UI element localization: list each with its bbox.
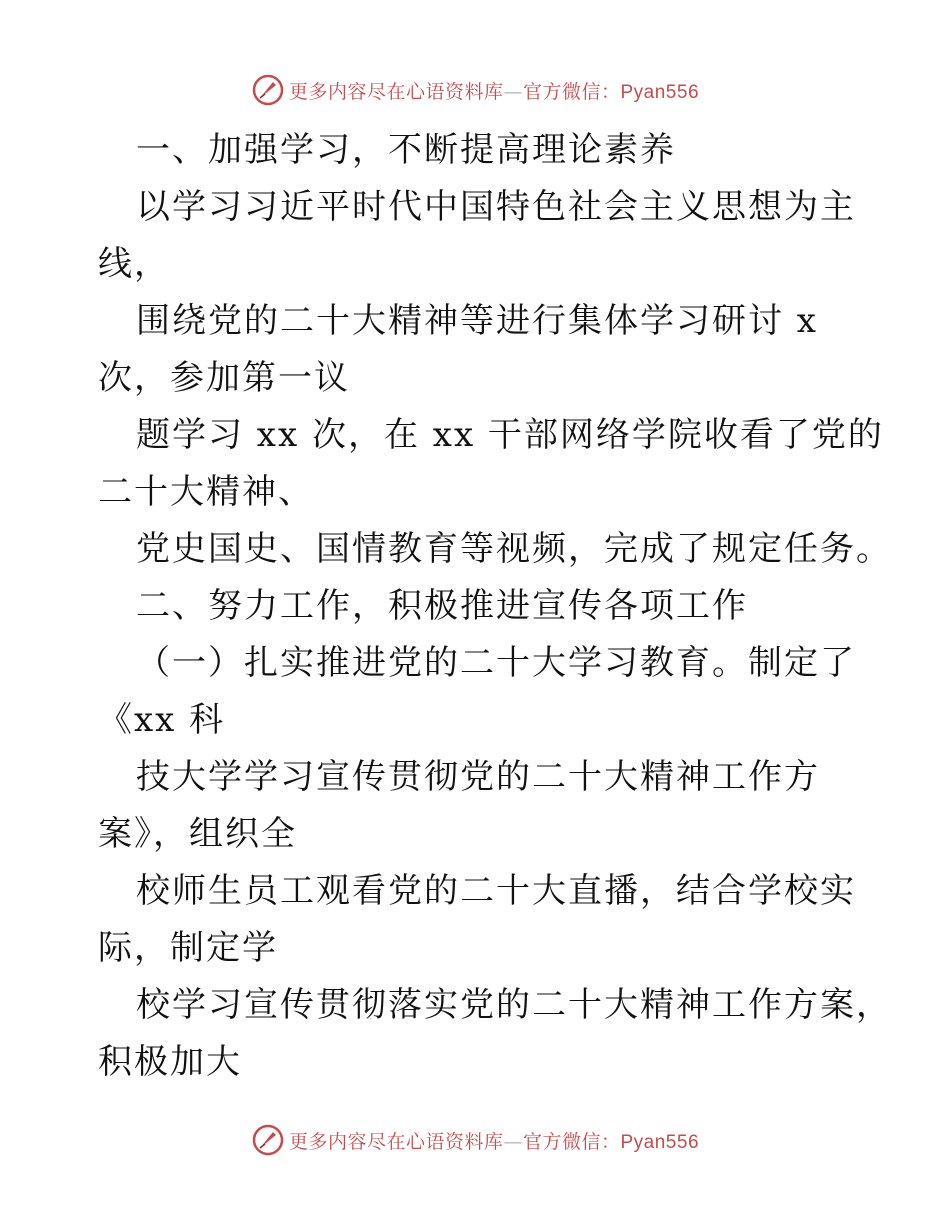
text-line: 案》，组织全	[98, 814, 297, 854]
text-line: 积极加大	[98, 1042, 242, 1082]
document-body	[98, 122, 892, 1091]
banner-text	[289, 77, 699, 104]
text-line: 技大学学习宣传贯彻党的二十大精神工作方	[136, 757, 820, 797]
footer-banner	[0, 1120, 950, 1160]
banner-wechat-id: Pyan556	[620, 1131, 700, 1153]
text-line: 二十大精神、	[98, 472, 314, 512]
banner-text	[289, 1127, 699, 1154]
text-line: 《xx 科	[98, 700, 226, 740]
header-banner	[0, 70, 950, 110]
banner-separator: —	[503, 1130, 523, 1153]
banner-wechat-label: 官方微信：	[522, 1130, 621, 1153]
text-line: 际，制定学	[98, 928, 278, 968]
text-line: 次，参加第一议	[98, 358, 350, 398]
banner-site-name: 更多内容尽在心语资料库	[288, 1130, 504, 1153]
text-line: 题学习 xx 次，在 xx 干部网络学院收看了党的	[136, 415, 884, 455]
text-line: 校学习宣传贯彻落实党的二十大精神工作方案，	[136, 985, 892, 1025]
text-line: 党史国史、国情教育等视频，完成了规定任务。	[136, 529, 892, 569]
text-line: 围绕党的二十大精神等进行集体学习研讨 x	[136, 301, 818, 341]
text-line: 线，	[98, 244, 170, 284]
text-line: （一）扎实推进党的二十大学习教育。制定了	[136, 643, 856, 683]
heading-1: 一、加强学习，不断提高理论素养	[136, 130, 676, 170]
banner-wechat-id: Pyan556	[620, 81, 700, 103]
text-line: 以学习习近平时代中国特色社会主义思想为主	[136, 187, 856, 227]
feather-pen-icon	[251, 73, 285, 107]
banner-separator: —	[503, 80, 523, 103]
banner-site-name: 更多内容尽在心语资料库	[288, 80, 504, 103]
banner-wechat-label: 官方微信：	[522, 80, 621, 103]
feather-pen-icon	[251, 1123, 285, 1157]
text-line: 校师生员工观看党的二十大直播，结合学校实	[136, 871, 856, 911]
heading-2: 二、努力工作，积极推进宣传各项工作	[136, 586, 748, 626]
